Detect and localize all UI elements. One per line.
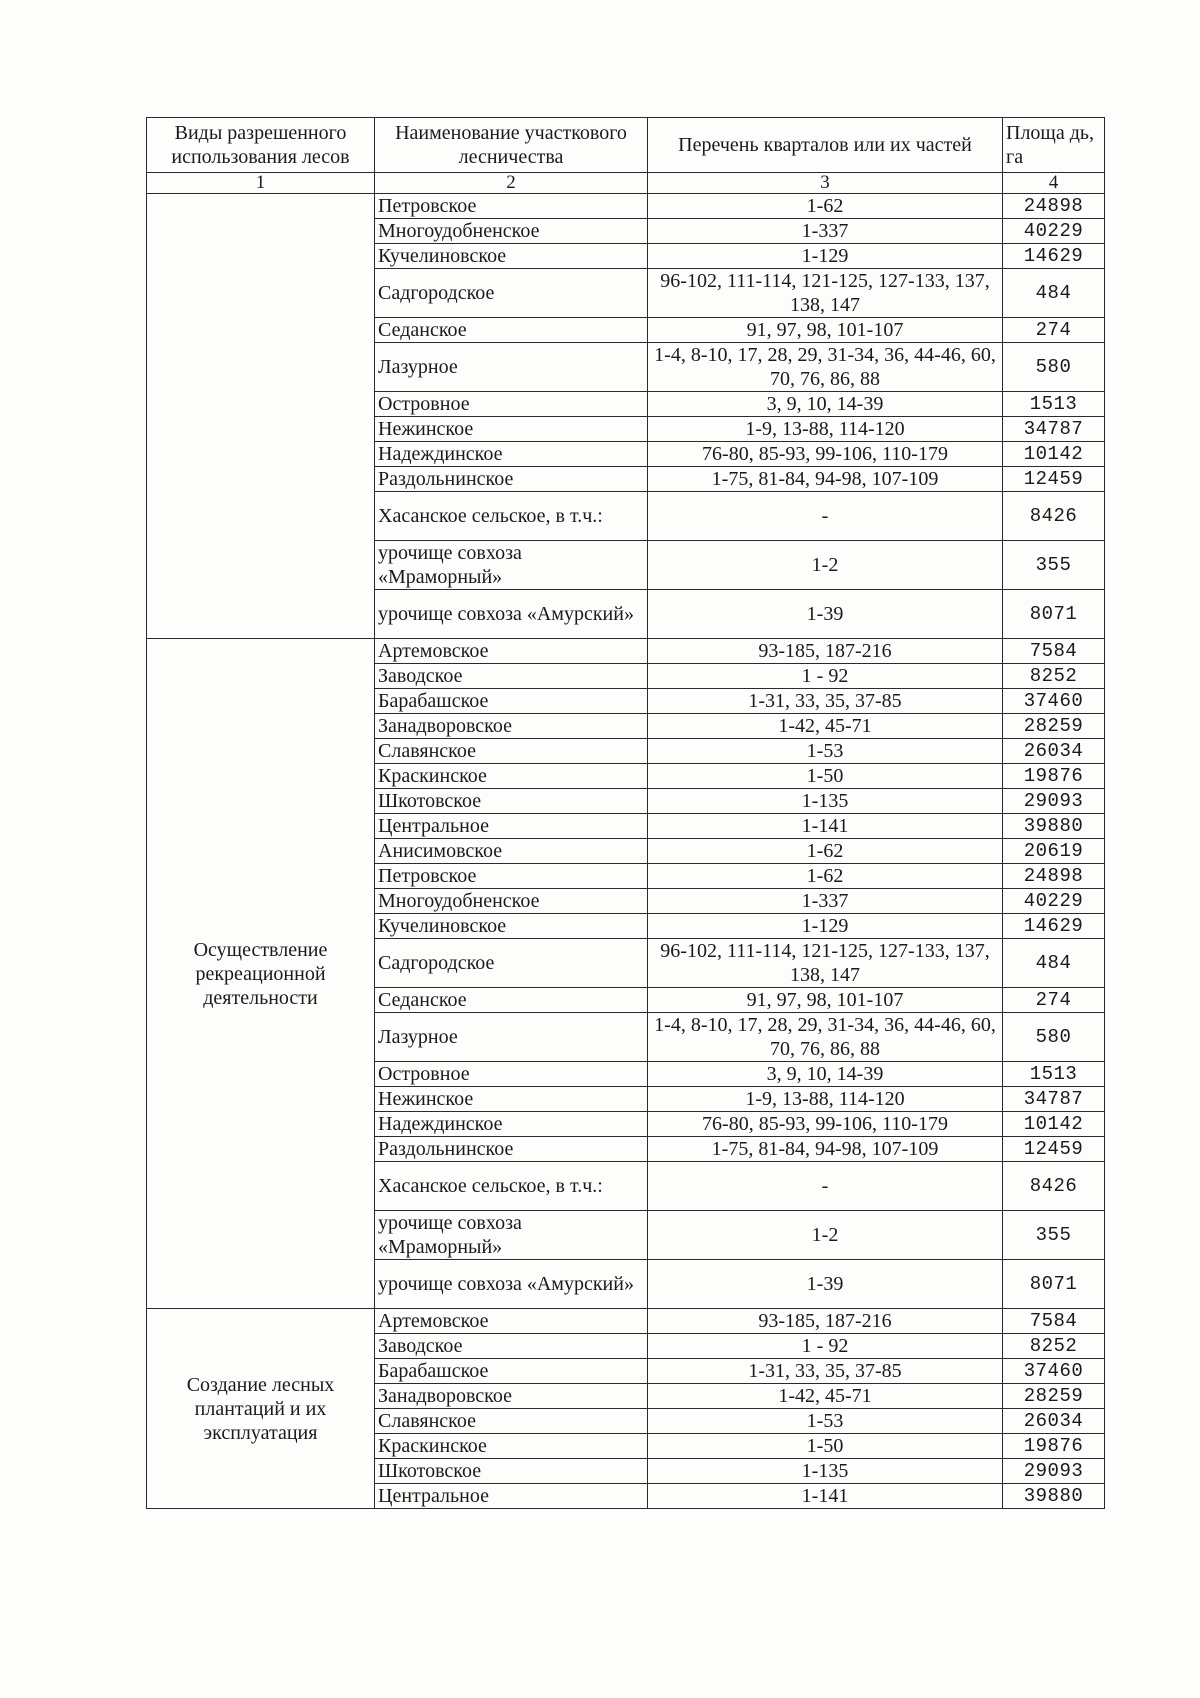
quarters-cell: 1-62 <box>648 194 1003 219</box>
quarters-cell: 91, 97, 98, 101-107 <box>648 988 1003 1013</box>
table-row <box>147 194 1105 219</box>
area-cell: 24898 <box>1003 864 1105 889</box>
quarters-cell: 96-102, 111-114, 121-125, 127-133, 137, 138, 147 <box>648 269 1003 318</box>
column-number: 3 <box>648 173 1003 194</box>
quarters-cell: 1-2 <box>648 1211 1003 1260</box>
area-cell: 28259 <box>1003 1384 1105 1409</box>
area-cell: 14629 <box>1003 914 1105 939</box>
area-cell: 10142 <box>1003 1112 1105 1137</box>
quarters-cell: 1-337 <box>648 219 1003 244</box>
use-type-cell: Осуществление рекреационной деятельности <box>147 639 375 1309</box>
area-cell: 26034 <box>1003 1409 1105 1434</box>
use-type-cell <box>147 194 375 639</box>
quarters-cell: 1-135 <box>648 1459 1003 1484</box>
table-row <box>147 639 1105 664</box>
header-area: Площа дь, га <box>1003 118 1105 173</box>
area-cell: 20619 <box>1003 839 1105 864</box>
area-cell: 24898 <box>1003 194 1105 219</box>
area-cell: 29093 <box>1003 1459 1105 1484</box>
area-cell: 8252 <box>1003 664 1105 689</box>
area-cell: 1513 <box>1003 392 1105 417</box>
area-cell: 29093 <box>1003 789 1105 814</box>
area-cell: 28259 <box>1003 714 1105 739</box>
forestry-name-cell: Занадворовское <box>375 714 648 739</box>
forestry-name-cell: урочище совхоза «Амурский» <box>375 1260 648 1309</box>
quarters-cell: 1-129 <box>648 244 1003 269</box>
quarters-cell: - <box>648 492 1003 541</box>
header-use-type: Виды разрешенного использования лесов <box>147 118 375 173</box>
area-cell: 8071 <box>1003 1260 1105 1309</box>
forestry-name-cell: Краскинское <box>375 1434 648 1459</box>
quarters-cell: 1-39 <box>648 1260 1003 1309</box>
quarters-cell: 1-2 <box>648 541 1003 590</box>
quarters-cell: 1-129 <box>648 914 1003 939</box>
table-body <box>147 194 1105 1509</box>
area-cell: 39880 <box>1003 1484 1105 1509</box>
area-cell: 12459 <box>1003 1137 1105 1162</box>
forestry-name-cell: Раздольнинское <box>375 467 648 492</box>
forestry-name-cell: Надеждинское <box>375 442 648 467</box>
quarters-cell: 1-39 <box>648 590 1003 639</box>
quarters-cell: 1-53 <box>648 739 1003 764</box>
area-cell: 484 <box>1003 269 1105 318</box>
forestry-name-cell: Центральное <box>375 814 648 839</box>
area-cell: 14629 <box>1003 244 1105 269</box>
area-cell: 1513 <box>1003 1062 1105 1087</box>
forestry-name-cell: Барабашское <box>375 689 648 714</box>
area-cell: 8426 <box>1003 492 1105 541</box>
area-cell: 19876 <box>1003 764 1105 789</box>
area-cell: 39880 <box>1003 814 1105 839</box>
forestry-name-cell: урочище совхоза «Мраморный» <box>375 541 648 590</box>
quarters-cell: 93-185, 187-216 <box>648 1309 1003 1334</box>
quarters-cell: 1-53 <box>648 1409 1003 1434</box>
quarters-cell: 1-141 <box>648 814 1003 839</box>
forestry-name-cell: Краскинское <box>375 764 648 789</box>
quarters-cell: 1-135 <box>648 789 1003 814</box>
forestry-name-cell: Хасанское сельское, в т.ч.: <box>375 492 648 541</box>
forestry-name-cell: Шкотовское <box>375 1459 648 1484</box>
forestry-name-cell: Надеждинское <box>375 1112 648 1137</box>
area-cell: 8071 <box>1003 590 1105 639</box>
forestry-name-cell: Заводское <box>375 1334 648 1359</box>
forestry-name-cell: Центральное <box>375 1484 648 1509</box>
quarters-cell: 76-80, 85-93, 99-106, 110-179 <box>648 1112 1003 1137</box>
quarters-cell: 1-4, 8-10, 17, 28, 29, 31-34, 36, 44-46, 60, 70, 76, 86, 88 <box>648 343 1003 392</box>
forestry-name-cell: Многоудобненское <box>375 219 648 244</box>
column-number: 1 <box>147 173 375 194</box>
table-header <box>147 118 1105 194</box>
column-number: 2 <box>375 173 648 194</box>
quarters-cell: 96-102, 111-114, 121-125, 127-133, 137, 138, 147 <box>648 939 1003 988</box>
area-cell: 19876 <box>1003 1434 1105 1459</box>
quarters-cell: 91, 97, 98, 101-107 <box>648 318 1003 343</box>
area-cell: 34787 <box>1003 417 1105 442</box>
quarters-cell: 1 - 92 <box>648 1334 1003 1359</box>
forestry-name-cell: Садгородское <box>375 939 648 988</box>
forestry-name-cell: Лазурное <box>375 1013 648 1062</box>
forestry-name-cell: Хасанское сельское, в т.ч.: <box>375 1162 648 1211</box>
forestry-name-cell: Анисимовское <box>375 839 648 864</box>
forestry-name-cell: Петровское <box>375 194 648 219</box>
quarters-cell: 1 - 92 <box>648 664 1003 689</box>
area-cell: 355 <box>1003 1211 1105 1260</box>
forestry-name-cell: Кучелиновское <box>375 914 648 939</box>
forestry-name-cell: Нежинское <box>375 417 648 442</box>
forestry-name-cell: Барабашское <box>375 1359 648 1384</box>
area-cell: 40229 <box>1003 889 1105 914</box>
quarters-cell: 1-62 <box>648 864 1003 889</box>
forestry-name-cell: Многоудобненское <box>375 889 648 914</box>
area-cell: 34787 <box>1003 1087 1105 1112</box>
header-quarters: Перечень кварталов или их частей <box>648 118 1003 173</box>
quarters-cell: 3, 9, 10, 14-39 <box>648 1062 1003 1087</box>
quarters-cell: 1-50 <box>648 1434 1003 1459</box>
area-cell: 8252 <box>1003 1334 1105 1359</box>
quarters-cell: 76-80, 85-93, 99-106, 110-179 <box>648 442 1003 467</box>
table-row <box>147 1309 1105 1334</box>
area-cell: 7584 <box>1003 1309 1105 1334</box>
area-cell: 37460 <box>1003 1359 1105 1384</box>
forestry-name-cell: Седанское <box>375 318 648 343</box>
forestry-name-cell: Заводское <box>375 664 648 689</box>
forestry-name-cell: Лазурное <box>375 343 648 392</box>
column-number-row <box>147 173 1105 194</box>
forestry-name-cell: Занадворовское <box>375 1384 648 1409</box>
quarters-cell: 1-9, 13-88, 114-120 <box>648 417 1003 442</box>
quarters-cell: 1-9, 13-88, 114-120 <box>648 1087 1003 1112</box>
area-cell: 40229 <box>1003 219 1105 244</box>
area-cell: 274 <box>1003 318 1105 343</box>
area-cell: 7584 <box>1003 639 1105 664</box>
quarters-cell: 93-185, 187-216 <box>648 639 1003 664</box>
quarters-cell: 1-62 <box>648 839 1003 864</box>
area-cell: 12459 <box>1003 467 1105 492</box>
quarters-cell: 1-141 <box>648 1484 1003 1509</box>
area-cell: 26034 <box>1003 739 1105 764</box>
header-forestry-name: Наименование участкового лесничества <box>375 118 648 173</box>
forestry-name-cell: Нежинское <box>375 1087 648 1112</box>
quarters-cell: 1-31, 33, 35, 37-85 <box>648 689 1003 714</box>
quarters-cell: 1-75, 81-84, 94-98, 107-109 <box>648 1137 1003 1162</box>
quarters-cell: 1-42, 45-71 <box>648 714 1003 739</box>
quarters-cell: 1-75, 81-84, 94-98, 107-109 <box>648 467 1003 492</box>
forestry-name-cell: Кучелиновское <box>375 244 648 269</box>
quarters-cell: 1-337 <box>648 889 1003 914</box>
forestry-name-cell: Славянское <box>375 739 648 764</box>
forestry-name-cell: Петровское <box>375 864 648 889</box>
quarters-cell: 1-31, 33, 35, 37-85 <box>648 1359 1003 1384</box>
quarters-cell: 3, 9, 10, 14-39 <box>648 392 1003 417</box>
forestry-name-cell: Садгородское <box>375 269 648 318</box>
forestry-name-cell: Артемовское <box>375 1309 648 1334</box>
area-cell: 580 <box>1003 1013 1105 1062</box>
forestry-name-cell: Славянское <box>375 1409 648 1434</box>
forestry-name-cell: Островное <box>375 392 648 417</box>
use-type-cell: Создание лесных плантаций и их эксплуатация <box>147 1309 375 1509</box>
forestry-name-cell: Артемовское <box>375 639 648 664</box>
area-cell: 8426 <box>1003 1162 1105 1211</box>
quarters-cell: - <box>648 1162 1003 1211</box>
quarters-cell: 1-42, 45-71 <box>648 1384 1003 1409</box>
area-cell: 484 <box>1003 939 1105 988</box>
forestry-name-cell: урочище совхоза «Амурский» <box>375 590 648 639</box>
area-cell: 274 <box>1003 988 1105 1013</box>
forestry-name-cell: Раздольнинское <box>375 1137 648 1162</box>
area-cell: 37460 <box>1003 689 1105 714</box>
forestry-name-cell: Седанское <box>375 988 648 1013</box>
forestry-name-cell: Шкотовское <box>375 789 648 814</box>
forestry-name-cell: Островное <box>375 1062 648 1087</box>
area-cell: 10142 <box>1003 442 1105 467</box>
quarters-cell: 1-4, 8-10, 17, 28, 29, 31-34, 36, 44-46, 60, 70, 76, 86, 88 <box>648 1013 1003 1062</box>
area-cell: 580 <box>1003 343 1105 392</box>
quarters-cell: 1-50 <box>648 764 1003 789</box>
forest-use-table <box>146 117 1105 1509</box>
area-cell: 355 <box>1003 541 1105 590</box>
forestry-name-cell: урочище совхоза «Мраморный» <box>375 1211 648 1260</box>
column-number: 4 <box>1003 173 1105 194</box>
